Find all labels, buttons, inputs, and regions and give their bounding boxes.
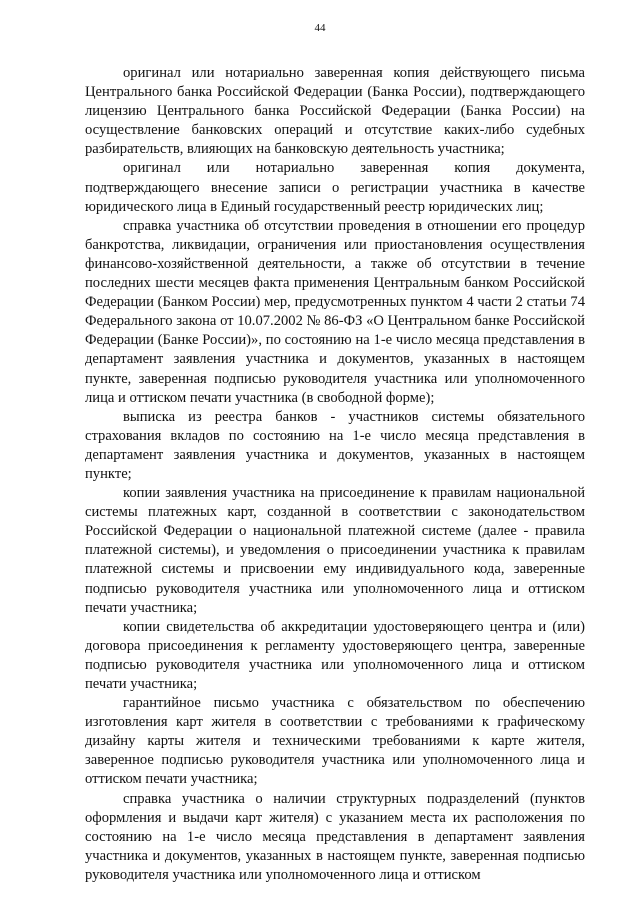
document-body bbox=[85, 64, 585, 885]
paragraph-structural-units-certificate: справка участника о наличии структурных подразделений (пунктов оформления и выдачи карт жителя) с указанием места их расположения по состоянию на 1-е число месяца представления в департамент заявления участника и документов, указанных в настоящем пункте, заверенная подписью руководителя участника или уполномоченного лица и оттиском bbox=[85, 790, 585, 883]
paragraph-payment-system-application: копии заявления участника на присоединение к правилам национальной системы платежных карт, созданной в соответствии с законодательством Российской Федерации о национальной платежной системе (далее - правила платежной системы), и уведомления о присоединении участника к правилам платежной системы и присвоении ему индивидуального кода, заверенные подписью руководителя участника или уполномоченного лица и оттиском печати участника; bbox=[85, 485, 585, 616]
paragraph-egrul-registration: оригинал или нотариально заверенная копия документа, подтверждающего внесение записи о регистрации участника в качестве юридического лица в Единый государственный реестр юридических лиц; bbox=[85, 160, 585, 215]
paragraph-bank-license-letter: оригинал или нотариально заверенная копия действующего письма Центрального банка Российской Федерации (Банка России), подтверждающего лицензию Центрального банка Российской Федерации (Банка России) на осуществление банковских операций и отсутствие каких-либо судебных разбирательств, влияющих на банковскую деятельность участника; bbox=[85, 65, 585, 158]
paragraph-no-bankruptcy-certificate: справка участника об отсутствии проведения в отношении его процедур банкротства, ликвидации, ограничения или приостановления осуществления финансово-хозяйственной деятельности, а также об отсутствии в течение последних шести месяцев факта применения Центральным банком Российской Федерации (Банком России) мер, предусмотренных пунктом 4 части 2 статьи 74 Федерального закона от 10.07.2002 № 86-ФЗ «О Центральном банке Российской Федерации (Банке России)», по состоянию на 1-е число месяца представления в департамент заявления участника и документов, указанных в настоящем пункте, заверенная подписью руководителя участника или уполномоченного лица и оттиском печати участника (в свободной форме); bbox=[85, 217, 585, 406]
paragraph-deposit-insurance-extract: выписка из реестра банков - участников системы обязательного страхования вкладов по состоянию на 1-е число месяца представления в департамент заявления участника и документов, указанных в настоящем пункте; bbox=[85, 408, 585, 482]
page-number: 44 bbox=[314, 22, 326, 34]
paragraph-guarantee-letter: гарантийное письмо участника с обязательством по обеспечению изготовления карт жителя в соответствии с требованиями к графическому дизайну карты жителя и техническими требованиями к карте жителя, заверенное подписью руководителя участника или уполномоченного лица и оттиском печати участника; bbox=[85, 695, 585, 788]
paragraph-certification-center: копии свидетельства об аккредитации удостоверяющего центра и (или) договора присоединения к регламенту удостоверяющего центра, заверенные подписью руководителя участника или уполномоченного лица и оттиском печати участника; bbox=[85, 618, 585, 692]
